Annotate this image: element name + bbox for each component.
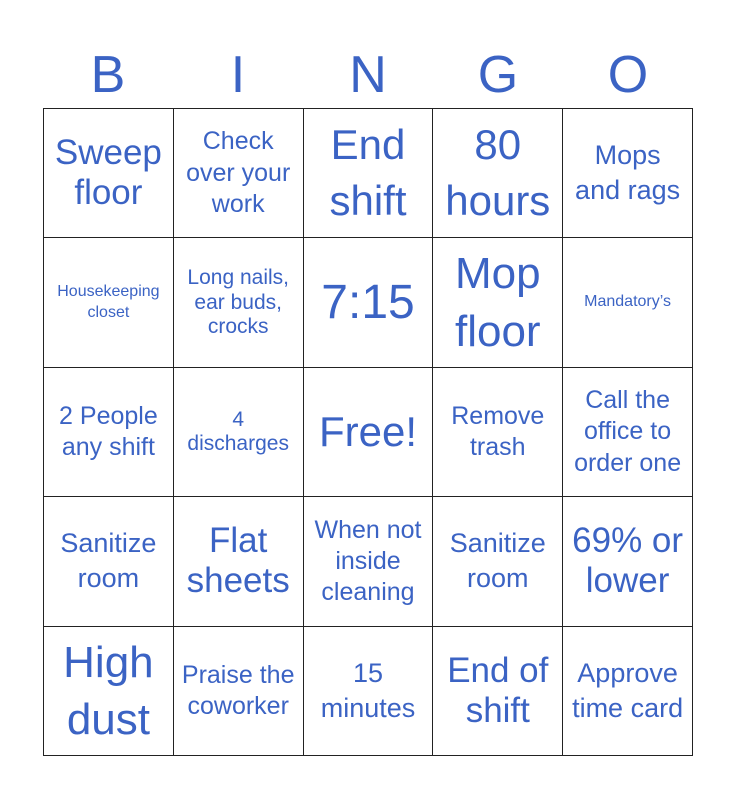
cell-text: 7:15 <box>321 276 415 329</box>
bingo-cell free-space[interactable] <box>304 368 434 497</box>
header-letter-n: N <box>349 46 387 104</box>
cell-text: Approve time card <box>572 657 684 723</box>
cell-text: Sanitize room <box>60 528 157 594</box>
cell-text: Housekeeping closet <box>57 282 160 321</box>
cell-text: End shift <box>329 120 407 225</box>
bingo-cell[interactable] <box>563 238 693 367</box>
bingo-cell[interactable] <box>174 109 304 238</box>
bingo-cell[interactable] <box>563 497 693 626</box>
bingo-header <box>43 42 693 108</box>
header-letter-i: I <box>230 46 246 104</box>
cell-text: Mops and rags <box>575 140 681 206</box>
bingo-cell[interactable] <box>174 627 304 756</box>
bingo-cell[interactable] <box>433 368 563 497</box>
cell-text: 69% or lower <box>572 521 684 601</box>
cell-text: Flat sheets <box>186 521 290 601</box>
bingo-board <box>43 108 693 756</box>
bingo-cell[interactable] <box>563 109 693 238</box>
bingo-cell[interactable] <box>304 109 434 238</box>
header-letter-o: O <box>607 46 649 104</box>
bingo-cell[interactable] <box>44 109 174 238</box>
bingo-cell[interactable] <box>304 238 434 367</box>
cell-text: Call the office to order one <box>574 386 682 477</box>
cell-text: Praise the coworker <box>181 660 295 720</box>
cell-text: Long nails, ear buds, crocks <box>187 266 289 338</box>
bingo-cell[interactable] <box>44 627 174 756</box>
bingo-cell[interactable] <box>174 497 304 626</box>
cell-text: Free! <box>318 407 417 455</box>
cell-text: Mop floor <box>454 249 541 356</box>
bingo-cell[interactable] <box>174 368 304 497</box>
cell-text: Remove trash <box>451 401 545 461</box>
bingo-cell[interactable] <box>304 627 434 756</box>
cell-text: 4 discharges <box>187 407 289 455</box>
cell-text: Check over your work <box>186 127 291 218</box>
bingo-cell[interactable] <box>433 238 563 367</box>
cell-text: Sweep floor <box>54 132 162 213</box>
bingo-cell[interactable] <box>433 627 563 756</box>
cell-text: 2 People any shift <box>59 401 158 461</box>
cell-text: 15 minutes <box>320 657 416 723</box>
bingo-cell[interactable] <box>44 238 174 367</box>
header-letter-b: B <box>90 46 126 104</box>
bingo-cell[interactable] <box>433 497 563 626</box>
cell-text: End of shift <box>447 650 549 730</box>
bingo-cell[interactable] <box>304 497 434 626</box>
bingo-cell[interactable] <box>433 109 563 238</box>
cell-text: When not inside cleaning <box>314 515 422 607</box>
cell-text: Mandatory’s <box>584 293 672 311</box>
cell-text: 80 hours <box>445 120 551 225</box>
cell-text: High dust <box>63 637 154 744</box>
bingo-cell[interactable] <box>174 238 304 367</box>
bingo-cell[interactable] <box>563 627 693 756</box>
header-letter-g: G <box>477 46 519 104</box>
bingo-cell[interactable] <box>563 368 693 497</box>
bingo-cell[interactable] <box>44 497 174 626</box>
bingo-cell[interactable] <box>44 368 174 497</box>
cell-text: Sanitize room <box>449 528 546 594</box>
